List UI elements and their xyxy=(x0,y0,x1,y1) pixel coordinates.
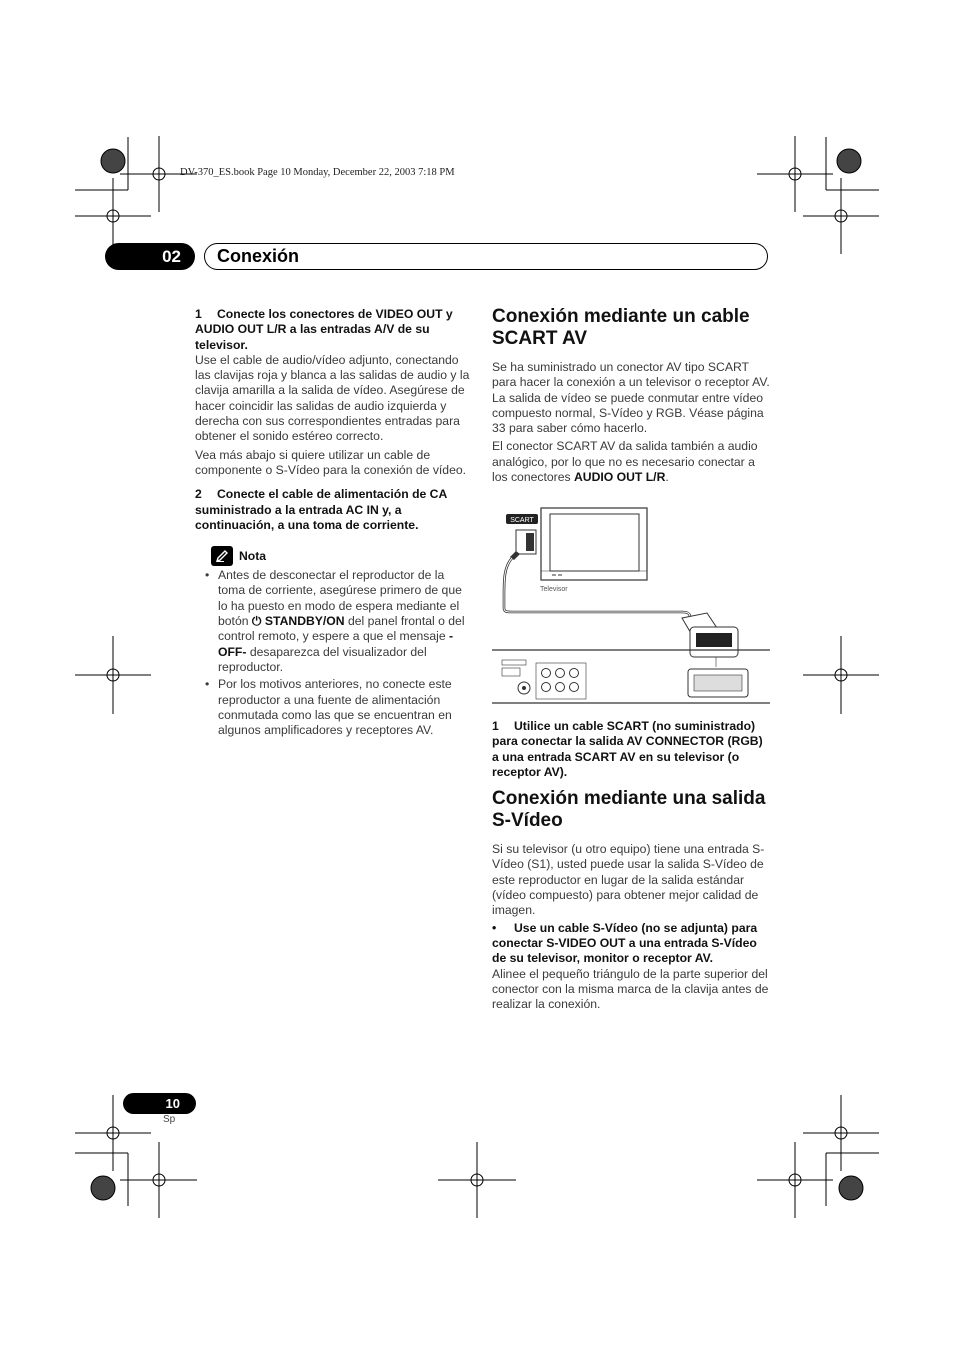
step-2-heading: 2 Conecte el cable de alimentación de CA suministrado a la entrada AC IN y, a continuación, a una toma de corriente. xyxy=(195,487,447,532)
scart-step-1: 1 Utilice un cable SCART (no suministrado) para conectar la salida AV CONNECTOR (RGB) a una entrada SCART AV en su televisor (o receptor AV). xyxy=(492,719,763,779)
note-item-1: • Antes de desconectar el reproductor de la toma de corriente, asegúrese primero de que lo ha puesto en modo de espera mediante el botón ⏻ STANDBY/ON del panel frontal o del control remoto, y espere a que el mensaje -OFF- desaparezca del visualizador del reproductor. xyxy=(195,568,470,675)
step-1-heading: 1 Conecte los conectores de VIDEO OUT y AUDIO OUT L/R a las entradas A/V de su televisor. xyxy=(195,307,453,352)
scart-heading: Conexión mediante un cable SCART AV xyxy=(492,306,750,349)
note-heading xyxy=(211,546,470,566)
scart-paragraph-1: Se ha suministrado un conector AV tipo SCART para hacer la conexión a un televisor o receptor AV. La salida de vídeo se puede conmutar entre vídeo compuesto normal, S-Vídeo y RGB. Véase página 33 para saber cómo hacerlo. xyxy=(492,360,770,436)
tv-label: Televisor xyxy=(540,586,568,593)
step-1-paragraph-2: Vea más abajo si quiere utilizar un cable de componente o S-Vídeo para la conexión de vídeo. xyxy=(195,447,467,477)
right-column xyxy=(492,306,770,485)
left-column xyxy=(195,307,470,740)
svideo-step: • Use un cable S-Vídeo (no se adjunta) para conectar S-VIDEO OUT a una entrada S-Vídeo de su televisor, monitor o receptor AV. xyxy=(492,920,758,966)
svideo-heading: Conexión mediante una salida S-Vídeo xyxy=(492,788,766,832)
page-language: Sp xyxy=(163,1114,176,1125)
svideo-paragraph-1: Si su televisor (u otro equipo) tiene una entrada S-Vídeo (S1), usted puede usar la salida S-Vídeo de este reproductor en lugar de la salida estándar (vídeo compuesto) para obtener mejor calidad de imagen. xyxy=(492,842,765,918)
scart-connection-diagram xyxy=(492,505,770,705)
print-header: DV-370_ES.book Page 10 Monday, December 22, 2003 7:18 PM xyxy=(180,167,455,178)
chapter-number: 02 xyxy=(105,243,195,270)
note-title: Nota xyxy=(239,549,267,564)
page-number: 10 xyxy=(123,1093,196,1114)
scart-paragraph-2: El conector SCART AV da salida también a audio analógico, por lo que no es necesario conectar a los conectores AUDIO OUT L/R. xyxy=(492,439,758,485)
chapter-title: Conexión xyxy=(217,246,300,266)
pencil-icon xyxy=(211,546,233,566)
note-item-2: • Por los motivos anteriores, no conecte este reproductor a una fuente de alimentación conmutada como las que se encuentran en algunos amplificadores y receptores AV. xyxy=(195,677,470,738)
right-column-lower xyxy=(492,719,770,1012)
svideo-paragraph-2: Alinee el pequeño triángulo de la parte superior del conector con la misma marca de la clavija antes de realizar la conexión. xyxy=(492,966,769,1012)
note-list xyxy=(195,568,470,738)
scart-label: SCART xyxy=(510,517,534,524)
step-1-paragraph-1: Use el cable de audio/vídeo adjunto, conectando las clavijas roja y blanca a las salidas de audio y la clavija amarilla a la salida de vídeo. Asegúrese de hacer coincidir las salidas de audio izquierda y derecha con sus correspondientes entradas para obtener el sonido estéreo correcto. xyxy=(195,352,470,444)
